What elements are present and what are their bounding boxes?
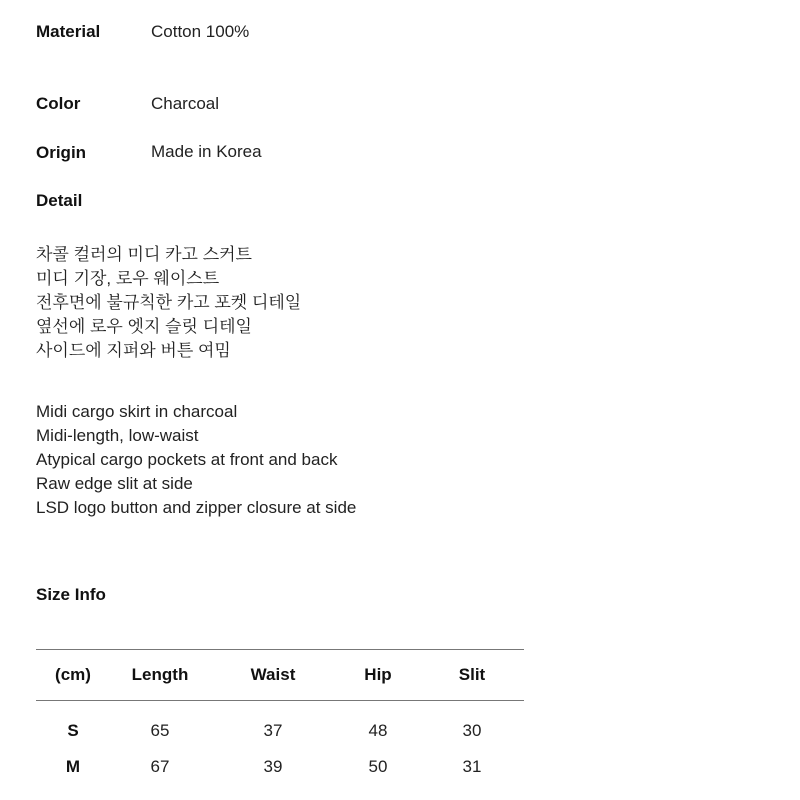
detail-english-line: Raw edge slit at side xyxy=(36,474,193,493)
waist-cell: 39 xyxy=(263,757,283,776)
size-header-slit: Slit xyxy=(458,665,486,684)
hip-cell: 48 xyxy=(368,721,388,740)
size-info-title: Size Info xyxy=(36,585,106,604)
slit-cell: 30 xyxy=(462,721,482,740)
size-header-length: Length xyxy=(131,665,189,684)
size-table xyxy=(36,649,524,785)
table-row xyxy=(36,701,524,750)
hip-cell: 50 xyxy=(368,757,388,776)
detail-english-line: LSD logo button and zipper closure at side xyxy=(36,498,357,517)
length-cell: 65 xyxy=(150,721,170,740)
detail-korean-line: 차콜 컬러의 미디 카고 스커트 xyxy=(36,245,252,264)
detail-korean-line: 옆선에 로우 엣지 슬릿 디테일 xyxy=(36,317,252,336)
length-cell: 67 xyxy=(150,757,170,776)
slit-cell: 31 xyxy=(462,757,482,776)
origin-label: Origin xyxy=(36,143,87,162)
detail-korean-line: 미디 기장, 로우 웨이스트 xyxy=(36,269,220,288)
detail-english-line: Midi cargo skirt in charcoal xyxy=(36,402,238,421)
color-value: Charcoal xyxy=(151,94,220,113)
detail-english-line: Atypical cargo pockets at front and back xyxy=(36,450,338,469)
detail-english-list xyxy=(36,400,356,520)
size-header-hip: Hip xyxy=(364,665,392,684)
size-header-unit: (cm) xyxy=(55,665,91,684)
table-row xyxy=(36,749,524,785)
detail-korean-line: 전후면에 불규칙한 카고 포켓 디테일 xyxy=(36,293,302,312)
size-table-header-row xyxy=(36,650,524,701)
material-label: Material xyxy=(36,22,101,41)
detail-korean-line: 사이드에 지퍼와 버튼 여밈 xyxy=(36,341,231,360)
detail-english-line: Midi-length, low-waist xyxy=(36,426,199,445)
detail-korean-list xyxy=(36,243,301,363)
origin-value: Made in Korea xyxy=(151,142,262,161)
detail-heading: Detail xyxy=(36,191,83,210)
size-header-waist: Waist xyxy=(250,665,296,684)
material-value: Cotton 100% xyxy=(151,22,250,41)
color-label: Color xyxy=(36,94,81,113)
size-name-cell: S xyxy=(67,721,79,740)
waist-cell: 37 xyxy=(263,721,283,740)
size-name-cell: M xyxy=(65,757,81,776)
